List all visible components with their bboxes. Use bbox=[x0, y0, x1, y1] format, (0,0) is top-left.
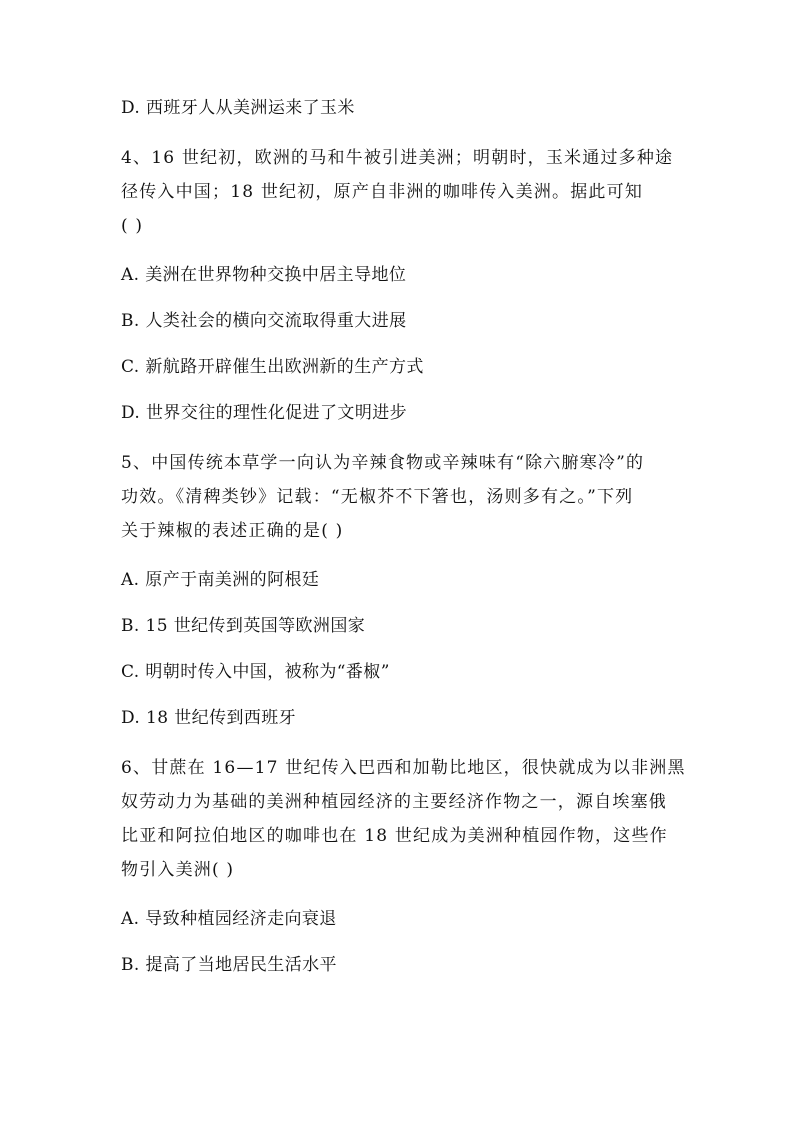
q6-stem-line-2: 奴劳动力为基础的美洲种植园经济的主要经济作物之一，源自埃塞俄 bbox=[121, 792, 667, 812]
q5-stem-line-3: 关于辣椒的表述正确的是( ) bbox=[121, 521, 344, 541]
q4-option-d: D. 世界交往的理性化促进了文明进步 bbox=[121, 403, 408, 423]
q4-option-b: B. 人类社会的横向交流取得重大进展 bbox=[121, 311, 407, 331]
q6-option-a: A. 导致种植园经济走向衰退 bbox=[121, 909, 337, 929]
q5-stem-line-1: 5、中国传统本草学一向认为辛辣食物或辛辣味有“除六腑寒冷”的 bbox=[121, 453, 645, 473]
q6-option-b: B. 提高了当地居民生活水平 bbox=[121, 955, 337, 975]
q6-stem-line-4: 物引入美洲( ) bbox=[121, 860, 235, 880]
q4-option-a: A. 美洲在世界物种交换中居主导地位 bbox=[121, 265, 407, 285]
q5-option-a: A. 原产于南美洲的阿根廷 bbox=[121, 570, 320, 590]
q5-option-b: B. 15 世纪传到英国等欧洲国家 bbox=[121, 616, 366, 636]
q5-option-d: D. 18 世纪传到西班牙 bbox=[121, 708, 297, 728]
q4-stem-line-1: 4、16 世纪初，欧洲的马和牛被引进美洲；明朝时，玉米通过多种途 bbox=[121, 148, 674, 168]
q5-stem-line-2: 功效。《清稗类钞》记载：“无椒芥不下箸也，汤则多有之。”下列 bbox=[121, 487, 634, 507]
q6-stem-line-3: 比亚和阿拉伯地区的咖啡也在 18 世纪成为美洲种植园作物，这些作 bbox=[121, 826, 668, 846]
q5-option-c: C. 明朝时传入中国，被称为“番椒” bbox=[121, 662, 390, 682]
q3-option-d: D. 西班牙人从美洲运来了玉米 bbox=[121, 98, 355, 118]
q4-stem-line-3: ( ) bbox=[121, 216, 144, 236]
q6-stem-line-1: 6、甘蔗在 16—17 世纪传入巴西和加勒比地区，很快就成为以非洲黑 bbox=[121, 758, 686, 778]
q4-stem-line-2: 径传入中国；18 世纪初，原产自非洲的咖啡传入美洲。据此可知 bbox=[121, 182, 644, 202]
q4-option-c: C. 新航路开辟催生出欧洲新的生产方式 bbox=[121, 357, 424, 377]
